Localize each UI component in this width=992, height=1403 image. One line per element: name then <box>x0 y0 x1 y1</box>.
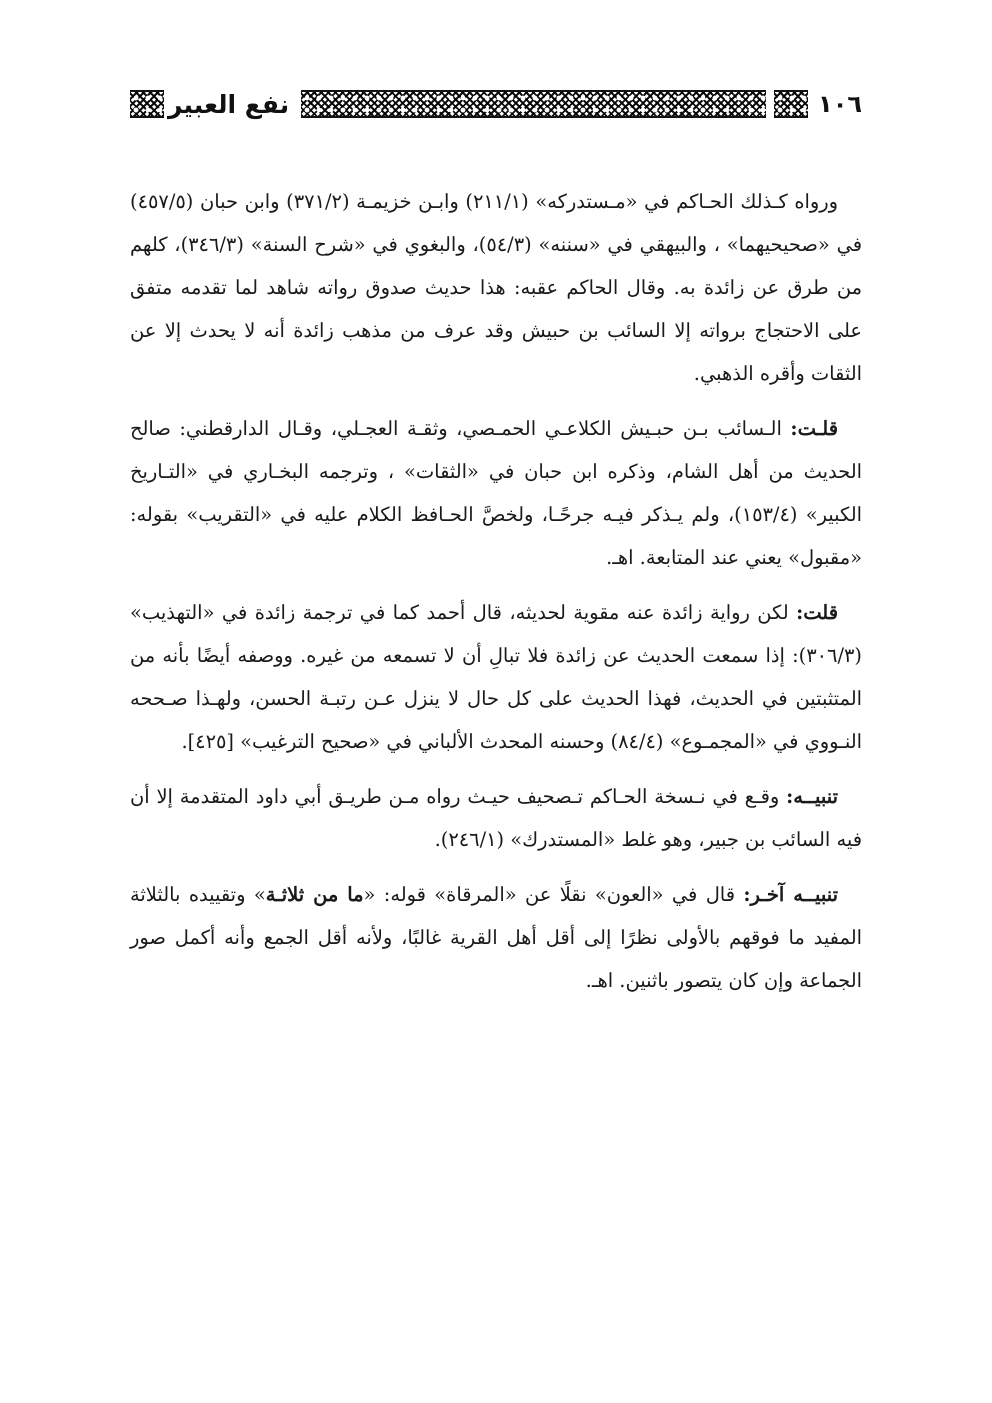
quoted-phrase: ما من ثلاثـة <box>265 883 364 906</box>
paragraph-lead: تنبيــه آخـر: <box>743 883 838 906</box>
paragraph-5 <box>130 873 862 1002</box>
paragraph-text: » وتقييده بالثلاثة المفيد ما فوقهم بالأولى نظرًا إلى أقل أهل القرية غالبًا، ولأنه أقل الجمع وأنه أكمل صور الجماعة وإن كان يتصور باثنين. اهـ. <box>130 883 862 992</box>
paragraph-2 <box>130 407 862 579</box>
paragraph-text: قال في «العون» نقلًا عن «المرقاة» قوله: « <box>363 883 744 906</box>
paragraph-text: الـسائب بـن حبـيش الكلاعـي الحمـصي، وثقـة العجـلي، وقـال الدارقطني: صالح الحديث من أهل الشام، وذكره ابن حبان في «الثقات» ، وترجمه البخـاري في «التـاريخ الكبير» (١٥٣/٤)، ولم يـذكر فيـه جرحًـا، ولخصَّ الحـافظ الكلام عليه في «التقريب» بقوله: «مقبول» يعني عند المتابعة. اهـ. <box>130 417 863 569</box>
paragraph-lead: تنبيــه: <box>786 785 838 808</box>
paragraph-text: وقـع في نـسخة الحـاكم تـصحيف حيـث رواه مـن طريـق أبي داود المتقدمة إلا أن فيه السائب بن جبير، وهو غلط «المستدرك» (٢٤٦/١). <box>130 785 862 851</box>
paragraph-lead: قلت: <box>796 601 838 624</box>
paragraph-3 <box>130 591 862 763</box>
main-text <box>130 180 862 1014</box>
book-title: نفع العبير <box>168 89 290 119</box>
running-header <box>130 80 862 128</box>
paragraph-4 <box>130 775 862 861</box>
ornament-band-left-icon <box>774 90 808 118</box>
paragraph-text: لكن رواية زائدة عنه مقوية لحديثه، قال أحمد كما في ترجمة زائدة في «التهذيب» (٣٠٦/٣): إذا سمعت الحديث عن زائدة فلا تبالِ أن لا تسمعه من غيره. ووصفه أيضًا بأنه من المتثبتين في الحديث، فهذا الحديث على كل حال لا ينزل عـن رتبـة الحسن، ولهـذا صـححه النـووي في «المجمـوع» (٨٤/٤) وحسنه المحدث الألباني في «صحيح الترغيب» [٤٢٥]. <box>130 601 862 753</box>
page-number: ١٠٦ <box>818 90 862 118</box>
paragraph-1 <box>130 180 862 395</box>
paragraph-lead: قلـت: <box>790 417 838 440</box>
ornament-band-right-icon <box>130 90 164 118</box>
ornament-band-middle-icon <box>301 90 766 118</box>
paragraph-text: ورواه كـذلك الحـاكم في «مـستدركه» (٢١١/١) وابـن خزيمـة (٣٧١/٢) وابن حبان (٤٥٧/٥) في «صحيحيهما» ، والبيهقي في «سننه» (٥٤/٣)، والبغوي في «شرح السنة» (٣٤٦/٣)، كلهم من طرق عن زائدة به. وقال الحاكم عقبه: هذا حديث صدوق رواته شاهد لما تقدمه متفق على الاحتجاج برواته إلا السائب بن حبيش وقد عرف من مذهب زائدة أنه لا يحدث إلا عن الثقات وأقره الذهبي. <box>130 190 863 385</box>
